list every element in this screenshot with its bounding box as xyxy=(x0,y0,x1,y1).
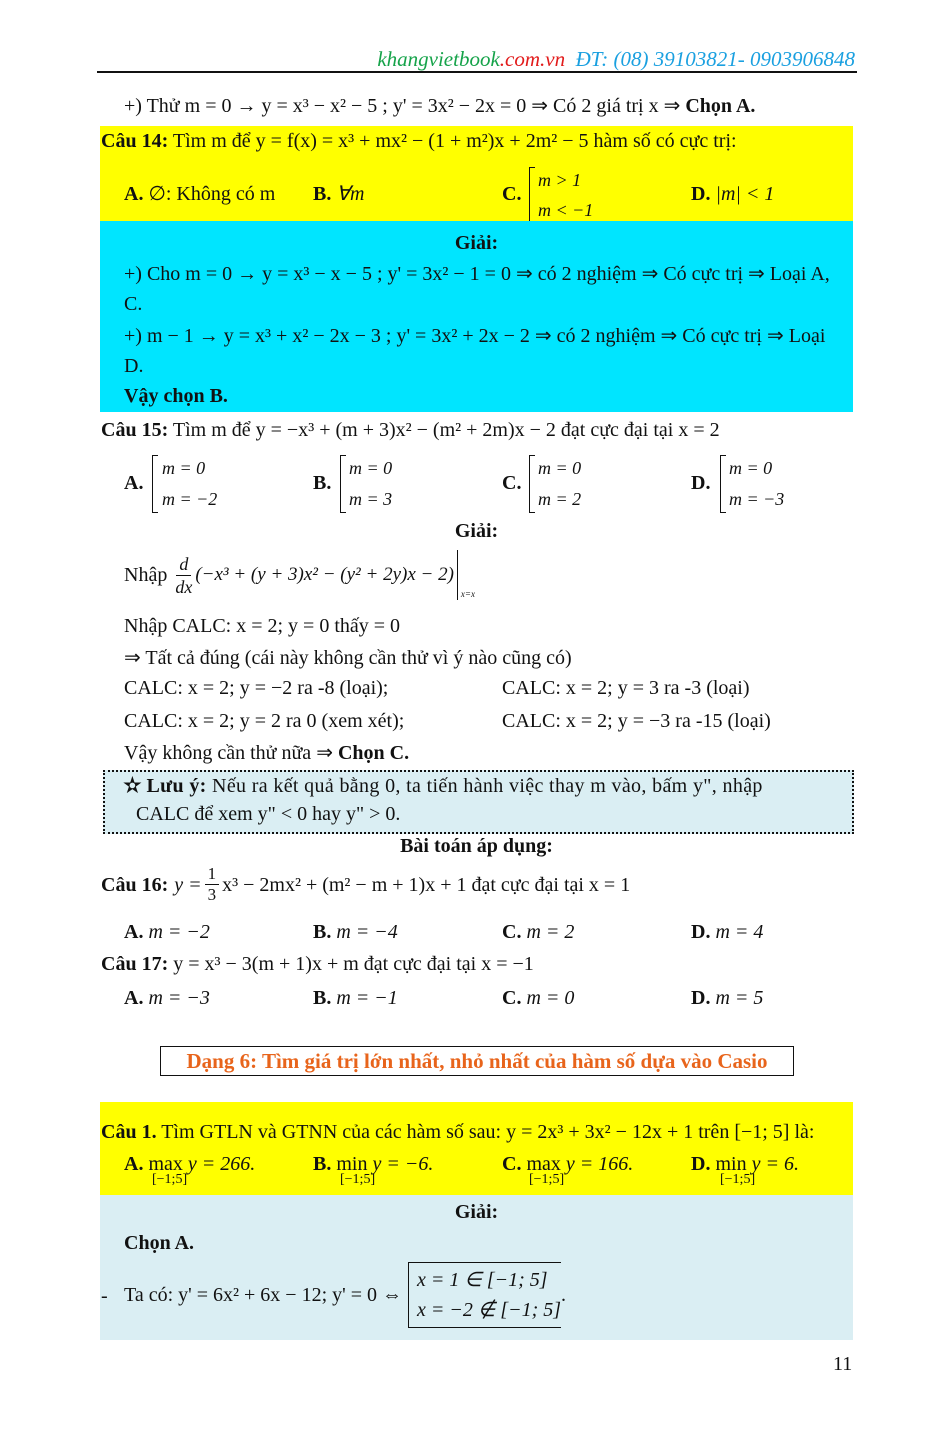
site-name: khangvietbook xyxy=(377,47,500,71)
q14-conclusion: Vậy chọn B. xyxy=(124,385,228,407)
q14-option-b: B. ∀m xyxy=(313,183,365,205)
option-value: m = 0 xyxy=(162,458,206,478)
q17-option-b: B. m = −1 xyxy=(313,987,398,1009)
calc-line: CALC: x = 2; y = 3 ra -3 (loại) xyxy=(502,677,750,699)
bracket xyxy=(720,455,726,513)
q14-solution-line: D. xyxy=(124,355,144,377)
q15-question: Câu 15: Tìm m để y = −x³ + (m + 3)x² − (m² + 2m)x − 2 đạt cực đại tại x = 2 xyxy=(101,419,720,441)
option-value: m = 0 xyxy=(538,458,582,478)
bracket xyxy=(529,455,535,513)
q16-option-a: A. m = −2 xyxy=(124,921,210,943)
option-value: m = 0 xyxy=(349,458,393,478)
range-subscript: [−1;5] xyxy=(720,1172,756,1187)
q16-option-d: D. m = 4 xyxy=(691,921,764,943)
eval-subscript: x=x xyxy=(460,589,475,599)
q17-option-a: A. m = −3 xyxy=(124,987,210,1009)
bullet-dash: - xyxy=(101,1285,108,1307)
bracket xyxy=(152,455,158,513)
q1-question: Câu 1. Tìm GTLN và GTNN của các hàm số sau: y = 2x³ + 3x² − 12x + 1 trên [−1; 5] là: xyxy=(101,1121,815,1143)
q14-option-c-label: C. xyxy=(502,183,522,205)
period: . xyxy=(561,1284,567,1306)
q1-choice: Chọn A. xyxy=(124,1232,195,1254)
section-title: Dạng 6: Tìm giá trị lớn nhất, nhỏ nhất của hàm số dựa vào Casio xyxy=(160,1046,794,1076)
q1-derivative-row xyxy=(124,1262,566,1328)
q15-option-a: A. xyxy=(124,472,144,494)
q14-option-a: A. ∅: Không có m xyxy=(124,183,276,205)
fraction-denominator: 3 xyxy=(207,885,217,904)
q1-option-b: B. min y = −6. xyxy=(313,1153,434,1175)
cases-bracket xyxy=(408,1262,561,1328)
derivative-numerator: d xyxy=(176,553,191,576)
bracket xyxy=(340,455,346,513)
top-line: +) Thử m = 0 → y = x³ − x² − 5 ; y' = 3x² − 2x = 0 ⇒ Có 2 giá trị x ⇒ Chọn A. xyxy=(124,95,756,117)
q1-option-a: A. max y = 266. xyxy=(124,1153,256,1175)
q14-solution-line: +) m − 1 → y = x³ + x² − 2x − 3 ; y' = 3x² + 2x − 2 ⇒ có 2 nghiệm ⇒ Có cực trị ⇒ Loại xyxy=(124,325,826,347)
calc-line: CALC: x = 2; y = −2 ra -8 (loại); xyxy=(124,677,389,699)
q15-option-c: C. xyxy=(502,472,522,494)
solution-line: ⇒ Tất cả đúng (cái này không cần thử vì ý nào cũng có) xyxy=(124,647,572,669)
q14-solution-title: Giải: xyxy=(454,232,499,254)
case-2: x = −2 ∉ [−1; 5] xyxy=(417,1299,562,1321)
site-domain: .com.vn xyxy=(499,47,566,71)
q14-option-c-1: m > 1 xyxy=(538,170,582,190)
q17-question: Câu 17: y = x³ − 3(m + 1)x + m đạt cực đại tại x = −1 xyxy=(101,953,534,975)
bracket xyxy=(529,167,535,223)
derivative-fraction xyxy=(175,553,192,598)
header xyxy=(377,47,855,71)
q1-option-c: C. max y = 166. xyxy=(502,1153,634,1175)
q16-expression: x³ − 2mx² + (m² − m + 1)x + 1 đạt cực đại tại x = 1 xyxy=(222,873,631,896)
option-value: m = −2 xyxy=(162,489,218,509)
apply-title: Bài toán áp dụng: xyxy=(400,835,553,857)
eval-bar xyxy=(457,550,475,600)
page-number: 11 xyxy=(833,1353,853,1375)
q14-solution-line: C. xyxy=(124,293,143,315)
header-phone: ĐT: (08) 39103821- 0903906848 xyxy=(575,47,855,71)
note-line-1: ✫ Lưu ý: Nếu ra kết quả bằng 0, ta tiến hành việc thay m vào, bấm y", nhập xyxy=(124,775,763,797)
q1-derivative: Ta có: y' = 6x² + 6x − 12; y' = 0 ⇔ xyxy=(124,1284,403,1306)
q16-option-b: B. m = −4 xyxy=(313,921,398,943)
q16-option-c: C. m = 2 xyxy=(502,921,575,943)
calc-line: CALC: x = 2; y = 2 ra 0 (xem xét); xyxy=(124,710,405,732)
nhap-label: Nhập xyxy=(124,564,168,586)
fraction-numerator: 1 xyxy=(205,864,220,885)
q14-option-c-2: m < −1 xyxy=(538,200,594,220)
q17-option-d: D. m = 5 xyxy=(691,987,764,1009)
option-value: m = 2 xyxy=(538,489,582,509)
range-subscript: [−1;5] xyxy=(152,1172,188,1187)
q17-option-c: C. m = 0 xyxy=(502,987,575,1009)
q16-fraction xyxy=(205,864,220,905)
q15-option-b: B. xyxy=(313,472,332,494)
option-value: m = −3 xyxy=(729,489,785,509)
derivative-denominator: dx xyxy=(175,576,193,597)
case-1: x = 1 ∈ [−1; 5] xyxy=(417,1269,548,1291)
range-subscript: [−1;5] xyxy=(529,1172,565,1187)
q1-solution-title: Giải: xyxy=(454,1201,499,1223)
header-rule xyxy=(97,71,857,73)
note-line-2: CALC để xem y" < 0 hay y" > 0. xyxy=(136,803,401,825)
q15-option-d: D. xyxy=(691,472,711,494)
q14-question: Câu 14: Tìm m để y = f(x) = x³ + mx² − (1 + m²)x + 2m² − 5 hàm số có cực trị: xyxy=(101,130,737,152)
derivative-expression: (−x³ + (y + 3)x² − (y² + 2y)x − 2) xyxy=(195,564,454,585)
derivative-row xyxy=(124,550,475,600)
q15-conclusion: Vậy không cần thử nữa ⇒ Chọn C. xyxy=(124,742,410,764)
q16-label: Câu 16: xyxy=(101,873,169,896)
range-subscript: [−1;5] xyxy=(340,1172,376,1187)
q15-solution-title: Giải: xyxy=(454,520,499,542)
q1-option-d: D. min y = 6. xyxy=(691,1153,799,1175)
q14-solution-line: +) Cho m = 0 → y = x³ − x − 5 ; y' = 3x² − 1 = 0 ⇒ có 2 nghiệm ⇒ Có cực trị ⇒ Loại A, xyxy=(124,263,830,285)
q14-option-d: D. |m| < 1 xyxy=(691,183,775,205)
q16-pre: y = xyxy=(174,873,202,896)
option-value: m = 0 xyxy=(729,458,773,478)
option-value: m = 3 xyxy=(349,489,393,509)
solution-line: Nhập CALC: x = 2; y = 0 thấy = 0 xyxy=(124,615,401,637)
q16-question xyxy=(101,864,630,905)
calc-line: CALC: x = 2; y = −3 ra -15 (loại) xyxy=(502,710,771,732)
